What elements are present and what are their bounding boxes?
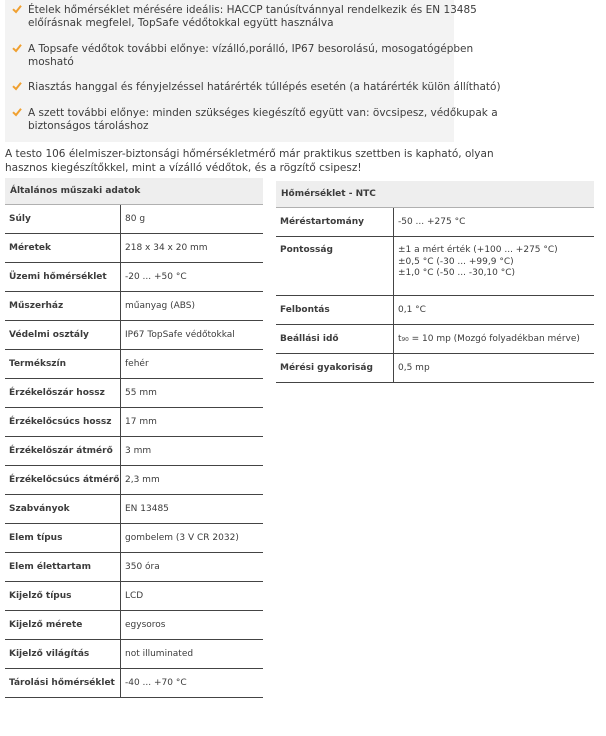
- table-row: Elem típus gombelem (3 V CR 2032): [5, 524, 263, 553]
- intro-paragraph: A testo 106 élelmiszer-biztonsági hőmérsékletmérő már praktikus szettben is kapható, olyan hasznos kiegészítőkkel, mint a vízálló védőtok, és a rögzítő csipesz!: [5, 148, 494, 174]
- checkmark-icon: [12, 81, 22, 91]
- table-row: Szabványok EN 13485: [5, 495, 263, 524]
- table-row: Méréstartomány -50 ... +275 °C: [276, 208, 594, 237]
- table-row: Érzékelőszár hossz 55 mm: [5, 379, 263, 408]
- table-row: Üzemi hőmérséklet -20 ... +50 °C: [5, 263, 263, 292]
- table-row: Beállási idő t₉₀ = 10 mp (Mozgó folyadékban mérve): [276, 325, 594, 354]
- table-row: Érzékelőcsúcs hossz 17 mm: [5, 408, 263, 437]
- table-row: Kijelző világítás not illuminated: [5, 640, 263, 669]
- table-row: Tárolási hőmérséklet -40 ... +70 °C: [5, 669, 263, 698]
- feature-text: előírásnak megfelel, TopSafe védőtokkal együtt használva: [28, 17, 334, 29]
- feature-text: mosható: [28, 56, 74, 68]
- general-specs-table: [5, 178, 263, 698]
- table-row: Kijelző típus LCD: [5, 582, 263, 611]
- feature-text: A szett további előnye: minden szükséges kiegészítő együtt van: övcsipesz, védőkupak a: [28, 107, 498, 119]
- feature-text: A Topsafe védőtok további előnye: vízálló,porálló, IP67 besorolású, mosogatógépben: [28, 43, 474, 55]
- table-row: Termékszín fehér: [5, 350, 263, 379]
- table-title: Hőmérséklet - NTC: [276, 181, 594, 208]
- table-row: Védelmi osztály IP67 TopSafe védőtokkal: [5, 321, 263, 350]
- table-row: Érzékelőcsúcs átmérő 2,3 mm: [5, 466, 263, 495]
- table-row: Mérési gyakoriság 0,5 mp: [276, 354, 594, 383]
- table-row: Műszerház műanyag (ABS): [5, 292, 263, 321]
- table-row: Pontosság ±1 a mért érték (+100 ... +275 °C) ±0,5 °C (-30 ... +99,9 °C) ±1,0 °C (-50 ... -30,10 °C): [276, 237, 594, 296]
- feature-list: [5, 0, 501, 142]
- table-title: Általános műszaki adatok: [5, 178, 263, 205]
- feature-text: Riasztás hanggal és fényjelzéssel határérték túllépés esetén (a határérték külön állítható): [28, 81, 501, 93]
- table-row: Elem élettartam 350 óra: [5, 553, 263, 582]
- table-row: Súly 80 g: [5, 205, 263, 234]
- checkmark-icon: [12, 43, 22, 53]
- checkmark-icon: [12, 107, 22, 117]
- feature-text: biztonságos tároláshoz: [28, 120, 149, 132]
- ntc-specs-table: [276, 181, 594, 383]
- table-row: Kijelző mérete egysoros: [5, 611, 263, 640]
- table-row: Felbontás 0,1 °C: [276, 296, 594, 325]
- checkmark-icon: [12, 4, 22, 14]
- table-row: Érzékelőszár átmérő 3 mm: [5, 437, 263, 466]
- table-row: Méretek 218 x 34 x 20 mm: [5, 234, 263, 263]
- feature-text: Ételek hőmérséklet mérésére ideális: HACCP tanúsítvánnyal rendelkezik és EN 13485: [28, 4, 477, 16]
